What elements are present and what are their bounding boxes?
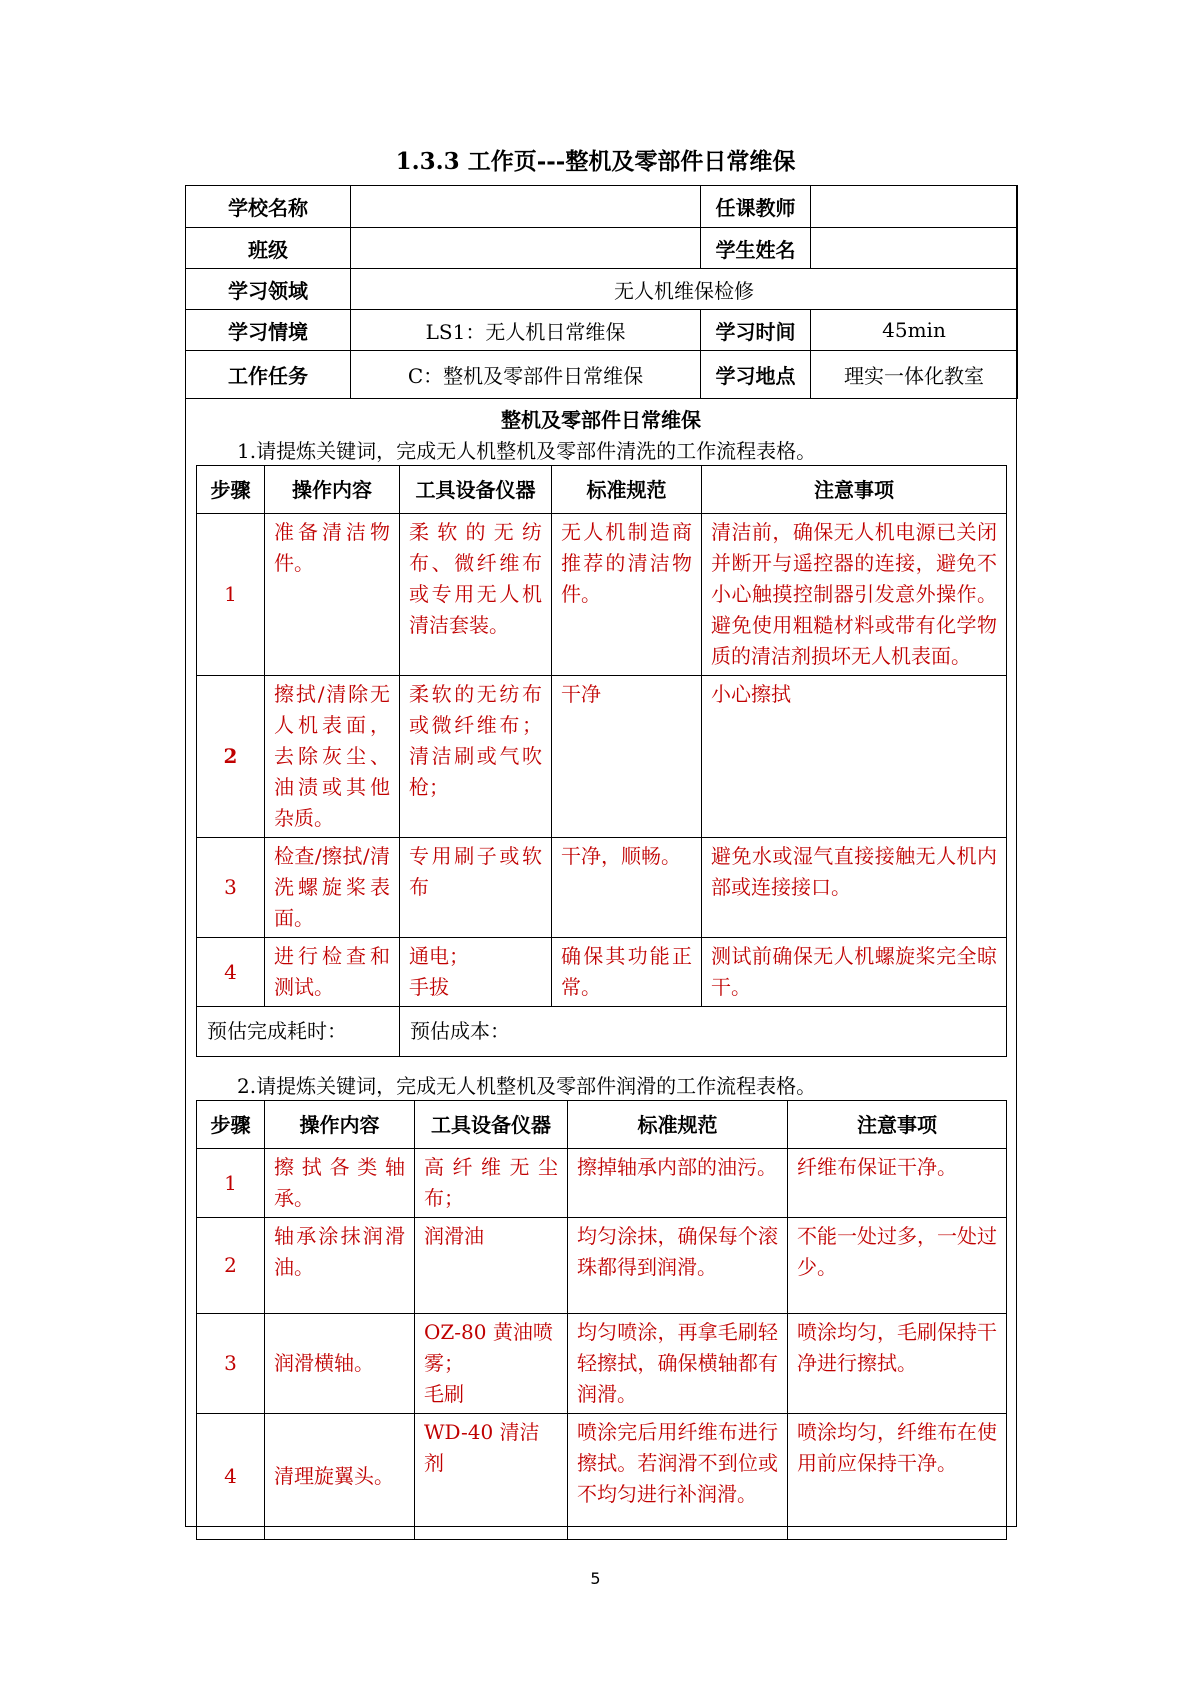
situation-value: LS1：无人机日常维保 bbox=[351, 310, 701, 351]
section-title: 整机及零部件日常维保 bbox=[501, 408, 701, 432]
operation-content[interactable]: 润滑横轴。 bbox=[265, 1314, 415, 1414]
info-table bbox=[185, 185, 1018, 399]
tools-cell[interactable]: 柔软的无纺布、微纤维布或专用无人机清洁套装。 bbox=[400, 514, 552, 676]
lubrication-workflow-table bbox=[196, 1100, 1007, 1540]
tools-cell[interactable]: 高纤维无尘布； bbox=[415, 1149, 568, 1218]
table-row bbox=[197, 838, 1007, 938]
time-label: 学习时间 bbox=[701, 310, 811, 351]
table1-instruction: 1.请提炼关键词，完成无人机整机及零部件清洗的工作流程表格。 bbox=[237, 439, 817, 463]
page-number: 5 bbox=[590, 1569, 601, 1588]
operation-content[interactable]: 擦拭各类轴承。 bbox=[265, 1149, 415, 1218]
situation-label: 学习情境 bbox=[186, 310, 351, 351]
place-value: 理实一体化教室 bbox=[811, 351, 1018, 399]
standard-cell[interactable]: 干净 bbox=[552, 676, 702, 838]
tools-cell[interactable]: 专用刷子或软布 bbox=[400, 838, 552, 938]
notes-cell[interactable]: 喷涂均匀，纤维布在使用前应保持干净。 bbox=[788, 1414, 1007, 1540]
tools-cell[interactable]: OZ-80 黄油喷雾； 毛刷 bbox=[415, 1314, 568, 1414]
operation-content[interactable]: 擦拭/清除无人机表面，去除灰尘、油渍或其他杂质。 bbox=[265, 676, 400, 838]
header-standard: 标准规范 bbox=[552, 466, 702, 514]
table-row bbox=[197, 1314, 1007, 1414]
estimated-cost-field[interactable]: 预估成本： bbox=[400, 1007, 1007, 1057]
header-tools: 工具设备仪器 bbox=[400, 466, 552, 514]
tools-cell[interactable]: WD-40 清洁剂 bbox=[415, 1414, 568, 1540]
school-value[interactable] bbox=[351, 186, 701, 228]
header-standard: 标准规范 bbox=[568, 1101, 788, 1149]
standard-cell[interactable]: 干净，顺畅。 bbox=[552, 838, 702, 938]
student-label: 学生姓名 bbox=[701, 228, 811, 269]
teacher-label: 任课教师 bbox=[701, 186, 811, 228]
school-label: 学校名称 bbox=[186, 186, 351, 228]
operation-content[interactable]: 准备清洁物件。 bbox=[265, 514, 400, 676]
operation-content[interactable]: 轴承涂抹润滑油。 bbox=[265, 1218, 415, 1314]
standard-cell[interactable]: 确保其功能正常。 bbox=[552, 938, 702, 1007]
standard-cell[interactable]: 均匀涂抹，确保每个滚珠都得到润滑。 bbox=[568, 1218, 788, 1314]
notes-cell[interactable]: 清洁前，确保无人机电源已关闭并断开与遥控器的连接，避免不小心触摸控制器引发意外操作。避免使用粗糙材料或带有化学物质的清洁剂损坏无人机表面。 bbox=[702, 514, 1007, 676]
estimated-time-field[interactable]: 预估完成耗时： bbox=[197, 1007, 400, 1057]
header-tools: 工具设备仪器 bbox=[415, 1101, 568, 1149]
time-value: 45min bbox=[811, 310, 1018, 351]
table2-instruction: 2.请提炼关键词，完成无人机整机及零部件润滑的工作流程表格。 bbox=[237, 1074, 817, 1098]
table-row bbox=[197, 676, 1007, 838]
table-row bbox=[197, 1149, 1007, 1218]
operation-content[interactable]: 进行检查和测试。 bbox=[265, 938, 400, 1007]
step-number: 3 bbox=[197, 1314, 265, 1414]
step-number: 2 bbox=[197, 1218, 265, 1314]
table-row bbox=[197, 1218, 1007, 1314]
operation-content[interactable]: 检查/擦拭/清洗螺旋桨表面。 bbox=[265, 838, 400, 938]
notes-cell[interactable]: 避免水或湿气直接接触无人机内部或连接接口。 bbox=[702, 838, 1007, 938]
header-step: 步骤 bbox=[197, 1101, 265, 1149]
step-number: 1 bbox=[197, 1149, 265, 1218]
step-number: 1 bbox=[197, 514, 265, 676]
class-label: 班级 bbox=[186, 228, 351, 269]
step-number: 4 bbox=[197, 1414, 265, 1540]
standard-cell[interactable]: 均匀喷涂，再拿毛刷轻轻擦拭，确保横轴都有润滑。 bbox=[568, 1314, 788, 1414]
step-number: 2 bbox=[197, 676, 265, 838]
place-label: 学习地点 bbox=[701, 351, 811, 399]
standard-cell[interactable]: 擦掉轴承内部的油污。 bbox=[568, 1149, 788, 1218]
tools-cell[interactable]: 柔软的无纺布或微纤维布；清洁刷或气吹枪； bbox=[400, 676, 552, 838]
table-row bbox=[197, 1414, 1007, 1540]
page-title: 1.3.3 工作页---整机及零部件日常维保 bbox=[395, 148, 796, 175]
task-value: C：整机及零部件日常维保 bbox=[351, 351, 701, 399]
operation-content[interactable]: 清理旋翼头。 bbox=[265, 1414, 415, 1540]
class-value[interactable] bbox=[351, 228, 701, 269]
domain-value: 无人机维保检修 bbox=[351, 269, 1018, 310]
notes-cell[interactable]: 小心擦拭 bbox=[702, 676, 1007, 838]
notes-cell[interactable]: 不能一处过多，一处过少。 bbox=[788, 1218, 1007, 1314]
notes-cell[interactable]: 喷涂均匀，毛刷保持干净进行擦拭。 bbox=[788, 1314, 1007, 1414]
step-number: 3 bbox=[197, 838, 265, 938]
notes-cell[interactable]: 测试前确保无人机螺旋桨完全晾干。 bbox=[702, 938, 1007, 1007]
header-content: 操作内容 bbox=[265, 1101, 415, 1149]
tools-cell[interactable]: 通电； 手拔 bbox=[400, 938, 552, 1007]
tools-cell[interactable]: 润滑油 bbox=[415, 1218, 568, 1314]
notes-cell[interactable]: 纤维布保证干净。 bbox=[788, 1149, 1007, 1218]
header-content: 操作内容 bbox=[265, 466, 400, 514]
table-row bbox=[197, 514, 1007, 676]
standard-cell[interactable]: 无人机制造商推荐的清洁物件。 bbox=[552, 514, 702, 676]
step-number: 4 bbox=[197, 938, 265, 1007]
table-footer-row bbox=[197, 1007, 1007, 1057]
standard-cell[interactable]: 喷涂完后用纤维布进行擦拭。若润滑不到位或不均匀进行补润滑。 bbox=[568, 1414, 788, 1540]
task-label: 工作任务 bbox=[186, 351, 351, 399]
cleaning-workflow-table bbox=[196, 465, 1007, 1057]
header-step: 步骤 bbox=[197, 466, 265, 514]
header-notes: 注意事项 bbox=[702, 466, 1007, 514]
teacher-value[interactable] bbox=[811, 186, 1018, 228]
domain-label: 学习领域 bbox=[186, 269, 351, 310]
table-row bbox=[197, 938, 1007, 1007]
student-value[interactable] bbox=[811, 228, 1018, 269]
header-notes: 注意事项 bbox=[788, 1101, 1007, 1149]
